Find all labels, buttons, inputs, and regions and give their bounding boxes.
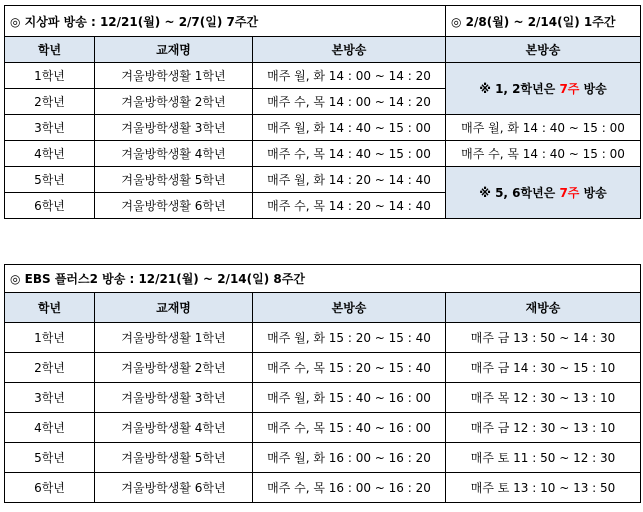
grade-cell: 2학년 — [5, 89, 95, 115]
grade-cell: 1학년 — [5, 63, 95, 89]
terrestrial-title-row — [5, 6, 641, 37]
later-broadcast-cell: 매주 수, 목 14 : 40 ~ 15 : 00 — [446, 141, 641, 167]
textbook-cell: 겨울방학생활 6학년 — [95, 193, 253, 219]
textbook-cell: 겨울방학생활 1학년 — [95, 323, 253, 353]
note-grades-5-6 — [446, 167, 641, 219]
grade-cell: 3학년 — [5, 115, 95, 141]
header-rebroadcast: 재방송 — [446, 293, 641, 323]
broadcast-cell: 매주 월, 화 14 : 00 ~ 14 : 20 — [253, 63, 446, 89]
note-prefix: ※ 1, 2학년은 — [479, 82, 560, 96]
header-later-broadcast: 본방송 — [446, 37, 641, 63]
broadcast-cell: 매주 월, 화 15 : 40 ~ 16 : 00 — [253, 383, 446, 413]
broadcast-cell: 매주 수, 목 15 : 40 ~ 16 : 00 — [253, 413, 446, 443]
textbook-cell: 겨울방학생활 3학년 — [95, 115, 253, 141]
textbook-cell: 겨울방학생활 5학년 — [95, 443, 253, 473]
table-row — [5, 413, 641, 443]
textbook-cell: 겨울방학생활 1학년 — [95, 63, 253, 89]
ebs-title-row — [5, 265, 641, 293]
table-row — [5, 63, 641, 89]
grade-cell: 5학년 — [5, 443, 95, 473]
note-suffix: 방송 — [579, 186, 607, 200]
broadcast-cell: 매주 월, 화 15 : 20 ~ 15 : 40 — [253, 323, 446, 353]
table-row — [5, 323, 641, 353]
header-broadcast: 본방송 — [253, 37, 446, 63]
rebroadcast-cell: 매주 금 14 : 30 ~ 15 : 10 — [446, 353, 641, 383]
textbook-cell: 겨울방학생활 2학년 — [95, 89, 253, 115]
header-grade: 학년 — [5, 37, 95, 63]
terrestrial-header-row — [5, 37, 641, 63]
header-textbook: 교재명 — [95, 37, 253, 63]
table-row — [5, 167, 641, 193]
broadcast-cell: 매주 수, 목 15 : 20 ~ 15 : 40 — [253, 353, 446, 383]
textbook-cell: 겨울방학생활 4학년 — [95, 141, 253, 167]
grade-cell: 4학년 — [5, 141, 95, 167]
broadcast-cell: 매주 수, 목 14 : 00 ~ 14 : 20 — [253, 89, 446, 115]
table-row — [5, 383, 641, 413]
rebroadcast-cell: 매주 토 13 : 10 ~ 13 : 50 — [446, 473, 641, 503]
grade-cell: 5학년 — [5, 167, 95, 193]
textbook-cell: 겨울방학생활 6학년 — [95, 473, 253, 503]
textbook-cell: 겨울방학생활 2학년 — [95, 353, 253, 383]
rebroadcast-cell: 매주 금 12 : 30 ~ 13 : 10 — [446, 413, 641, 443]
grade-cell: 1학년 — [5, 323, 95, 353]
textbook-cell: 겨울방학생활 5학년 — [95, 167, 253, 193]
table-row — [5, 141, 641, 167]
note-grades-1-2 — [446, 63, 641, 115]
note-highlight: 7주 — [559, 82, 580, 96]
grade-cell: 6학년 — [5, 193, 95, 219]
grade-cell: 4학년 — [5, 413, 95, 443]
rebroadcast-cell: 매주 토 11 : 50 ~ 12 : 30 — [446, 443, 641, 473]
grade-cell: 3학년 — [5, 383, 95, 413]
broadcast-cell: 매주 월, 화 14 : 40 ~ 15 : 00 — [253, 115, 446, 141]
note-prefix: ※ 5, 6학년은 — [479, 186, 560, 200]
grade-cell: 2학년 — [5, 353, 95, 383]
broadcast-cell: 매주 월, 화 16 : 00 ~ 16 : 20 — [253, 443, 446, 473]
broadcast-cell: 매주 수, 목 14 : 40 ~ 15 : 00 — [253, 141, 446, 167]
note-highlight: 7주 — [559, 186, 580, 200]
table-row — [5, 353, 641, 383]
textbook-cell: 겨울방학생활 3학년 — [95, 383, 253, 413]
rebroadcast-cell: 매주 금 13 : 50 ~ 14 : 30 — [446, 323, 641, 353]
note-suffix: 방송 — [579, 82, 607, 96]
broadcast-cell: 매주 수, 목 14 : 20 ~ 14 : 40 — [253, 193, 446, 219]
rebroadcast-cell: 매주 목 12 : 30 ~ 13 : 10 — [446, 383, 641, 413]
table-row — [5, 115, 641, 141]
terrestrial-schedule-table — [4, 5, 641, 219]
ebs-header-row — [5, 293, 641, 323]
header-textbook: 교재명 — [95, 293, 253, 323]
ebs-title: ◎ EBS 플러스2 방송 : 12/21(월) ~ 2/14(일) 8주간 — [5, 265, 641, 293]
table-row — [5, 473, 641, 503]
broadcast-cell: 매주 수, 목 16 : 00 ~ 16 : 20 — [253, 473, 446, 503]
later-period-title: ◎ 2/8(월) ~ 2/14(일) 1주간 — [446, 6, 641, 37]
ebs-schedule-table — [4, 264, 641, 503]
table-row — [5, 443, 641, 473]
broadcast-cell: 매주 월, 화 14 : 20 ~ 14 : 40 — [253, 167, 446, 193]
grade-cell: 6학년 — [5, 473, 95, 503]
textbook-cell: 겨울방학생활 4학년 — [95, 413, 253, 443]
header-grade: 학년 — [5, 293, 95, 323]
later-broadcast-cell: 매주 월, 화 14 : 40 ~ 15 : 00 — [446, 115, 641, 141]
header-broadcast: 본방송 — [253, 293, 446, 323]
terrestrial-title: ◎ 지상파 방송 : 12/21(월) ~ 2/7(일) 7주간 — [5, 6, 446, 37]
